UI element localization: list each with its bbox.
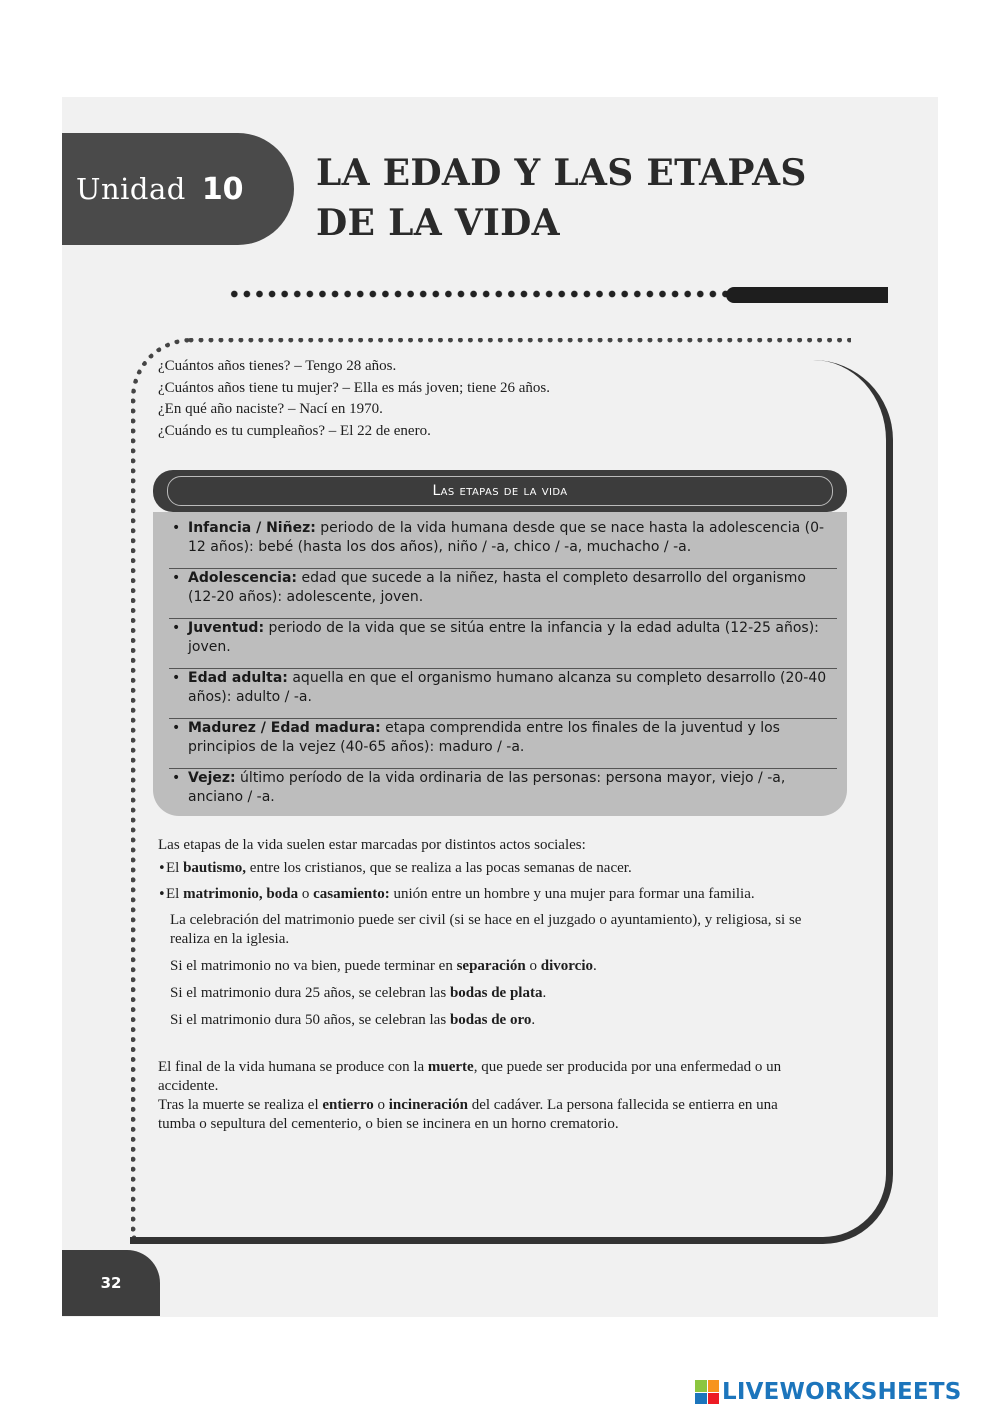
intro-line: ¿En qué año naciste? – Nací en 1970. <box>158 401 383 417</box>
bullet-icon: • <box>158 887 166 902</box>
liveworksheets-brand[interactable] <box>695 1378 961 1406</box>
bullet-icon: • <box>172 520 181 536</box>
marriage-gold: Si el matrimonio dura 50 años, se celebran las bodas de oro. <box>170 1012 536 1028</box>
burial-paragraph: Tras la muerte se realiza el entierro o incineración del cadáver. La persona fallecida se entierra en una tumba o sepultura del cementerio, o bien se incinera en un horno crematorio. <box>158 1097 778 1132</box>
title-line-1: LA EDAD Y LAS ETAPAS <box>316 152 807 194</box>
logo-square <box>708 1393 720 1405</box>
intro-line: ¿Cuántos años tienes? – Tengo 28 años. <box>158 358 397 374</box>
stage-term: Madurez / Edad madura: <box>188 720 381 736</box>
stage-term: Vejez: <box>188 770 236 786</box>
spacer <box>158 1038 818 1058</box>
divider-bar <box>726 287 888 303</box>
stage-text: aquella en que el organismo humano alcanza su completo desarrollo (20-40 años): adulto / -a. <box>188 670 827 705</box>
bullet-icon: • <box>172 620 181 636</box>
stage-term: Infancia / Niñez: <box>188 520 316 536</box>
stage-text: periodo de la vida que se sitúa entre la infancia y la edad adulta (12-25 años): joven. <box>188 620 819 655</box>
dotted-divider <box>228 286 728 302</box>
stages-list <box>169 519 837 818</box>
logo-square <box>708 1380 720 1392</box>
death-paragraph: El final de la vida humana se produce con la muerte, que puede ser producida por una enfermedad o un accidente. <box>158 1059 782 1094</box>
section-title: Las etapas de la vida <box>432 483 568 499</box>
stage-item <box>169 619 837 669</box>
intro-dialogue <box>158 356 550 442</box>
event-marriage: • El matrimonio, boda o casamiento: unión entre un hombre y una mujer para formar una familia. <box>158 886 755 902</box>
stages-box <box>153 512 847 816</box>
unit-number: 10 <box>201 171 244 207</box>
stage-text: último período de la vida ordinaria de las personas: persona mayor, viejo / -a, anciano / -a. <box>188 770 786 805</box>
intro-line: ¿Cuándo es tu cumpleaños? – El 22 de enero. <box>158 422 431 439</box>
intro-line: ¿Cuántos años tiene tu mujer? – Ella es más joven; tiene 26 años. <box>158 379 550 396</box>
events-lead: Las etapas de la vida suelen estar marcadas por distintos actos sociales: <box>158 837 586 853</box>
stage-term: Adolescencia: <box>188 570 298 586</box>
section-header-inner <box>167 476 833 506</box>
marriage-silver: Si el matrimonio dura 25 años, se celebran las bodas de plata. <box>170 985 547 1001</box>
section-header <box>153 470 847 512</box>
logo-square <box>695 1380 707 1392</box>
unit-tab <box>62 133 294 245</box>
page-title <box>316 148 807 248</box>
stage-text: etapa comprendida entre los finales de la juventud y los principios de la vejez (40-65 años): maduro / -a. <box>188 720 780 755</box>
bullet-icon: • <box>172 720 181 736</box>
logo-square <box>695 1393 707 1405</box>
event-baptism: • El bautismo, entre los cristianos, que se realiza a las pocas semanas de nacer. <box>158 860 632 876</box>
stage-term: Juventud: <box>188 620 265 636</box>
unit-label: Unidad <box>76 172 186 206</box>
title-line-2: DE LA VIDA <box>316 202 560 244</box>
marriage-civil: La celebración del matrimonio puede ser civil (si se hace en el juzgado o ayuntamiento), y religiosa, si se realiza en la iglesia. <box>170 912 802 947</box>
stage-item <box>169 769 837 818</box>
stage-item <box>169 519 837 569</box>
stage-text: edad que sucede a la niñez, hasta el completo desarrollo del organismo (12-20 años): adolescente, joven. <box>188 570 806 605</box>
bullet-icon: • <box>172 770 181 786</box>
stage-item <box>169 719 837 769</box>
bullet-icon: • <box>172 670 181 686</box>
stage-term: Edad adulta: <box>188 670 288 686</box>
bullet-icon: • <box>172 570 181 586</box>
marriage-separation: Si el matrimonio no va bien, puede terminar en separación o divorcio. <box>170 958 597 974</box>
social-events <box>158 836 818 1134</box>
bullet-icon: • <box>158 861 166 876</box>
page-number: 32 <box>62 1250 160 1316</box>
liveworksheets-logo-icon <box>695 1380 719 1404</box>
stage-item <box>169 669 837 719</box>
stage-text: periodo de la vida humana desde que se nace hasta la adolescencia (0-12 años): bebé (hasta los dos años), niño / -a, chico / -a, muchacho / -a. <box>188 520 825 555</box>
brand-name: LIVEWORKSHEETS <box>722 1379 962 1405</box>
stage-item <box>169 569 837 619</box>
